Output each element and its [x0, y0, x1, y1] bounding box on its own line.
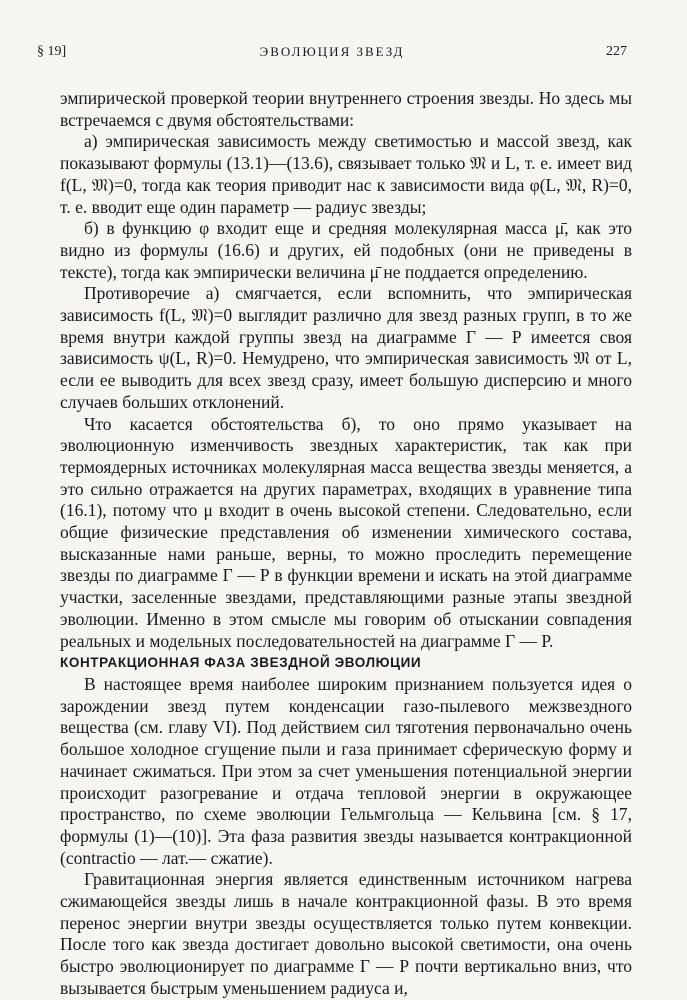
paragraph: Что касается обстоятельства б), то оно прямо указывает на эволюционную изменчивость звездных характеристик, так как при термоядерных источниках молекулярная масса вещества звезды меняется, а это сильно отражается на других параметрах, входящих в уравнение типа (16.1), потому что μ входит в очень высокой степени. Следовательно, если общие физические представления об изменении химического состава, высказанные нами раньше, верны, то можно проследить перемещение звезды по диаграмме Г — Р в функции времени и искать на этой диаграмме участки, заселенные звездами, представляющими разные этапы звездной эволюции. Именно в этом смысле мы говорим об отыскании совпадения реальных и модельных последовательностей на диаграмме Г — Р.	[60, 413, 632, 651]
list-item-a: а) эмпирическая зависимость между светимостью и массой звезд, как показывают формулы (13.1)—(13.6), связывает только 𝔐 и L, т. е. имеет вид f(L, 𝔐)=0, тогда как теория приводит нас к зависимости вида φ(L, 𝔐, R)=0, т. е. вводит еще один параметр — радиус звезды;	[60, 131, 632, 217]
section-ref: § 19]	[37, 44, 67, 59]
page-number: 227	[606, 44, 627, 59]
paragraph: эмпирической проверкой теории внутреннего строения звезды. Но здесь мы встречаемся с двумя обстоятельствами:	[60, 88, 632, 130]
running-header	[37, 44, 627, 66]
paragraph: Противоречие а) смягчается, если вспомнить, что эмпирическая зависимость f(L, 𝔐)=0 выглядит различно для звезд разных групп, в то же время внутри каждой группы звезд на диаграмме Г — Р имеется своя зависимость ψ(L, R)=0. Немудрено, что эмпирическая зависимость 𝔐 от L, если ее выводить для всех звезд сразу, имеет большую дисперсию и много случаев больших отклонений.	[60, 283, 632, 412]
section-heading: КОНТРАКЦИОННАЯ ФАЗА ЗВЕЗДНОЙ ЭВОЛЮЦИИ	[60, 655, 422, 671]
running-title: ЭВОЛЮЦИЯ ЗВЕЗД	[259, 44, 405, 59]
list-item-b: б) в функцию φ входит еще и средняя молекулярная масса μ̄, как это видно из формулы (16.6) и других, ей подобных (они не приведены в тексте), тогда как эмпирически величина μ̄ не поддается определению.	[60, 218, 632, 282]
page-body	[60, 88, 632, 1000]
paragraph: В настоящее время наиболее широким признанием пользуется идея о зарождении звезд путем конденсации газо-пылевого межзвездного вещества (см. главу VI). Под действием сил тяготения первоначально очень большое холодное сгущение пыли и газа принимает сферическую форму и начинает сжиматься. При этом за счет уменьшения потенциальной энергии происходит разогревание и отдача тепловой энергии в окружающее пространство, по схеме эволюции Гельмгольца — Кельвина [см. § 17, формулы (1)—(10)]. Эта фаза развития звезды называется контракционной (contractio — лат.— сжатие).	[60, 673, 632, 868]
paragraph: Гравитационная энергия является единственным источником нагрева сжимающейся звезды лишь в начале контракционной фазы. В это время перенос энергии внутри звезды осуществляется только путем конвекции. После того как звезда достигает довольно высокой светимости, она очень быстро эволюционирует по диаграмме Г — Р почти вертикально вниз, что вызывается быстрым уменьшением радиуса и,	[60, 869, 632, 998]
